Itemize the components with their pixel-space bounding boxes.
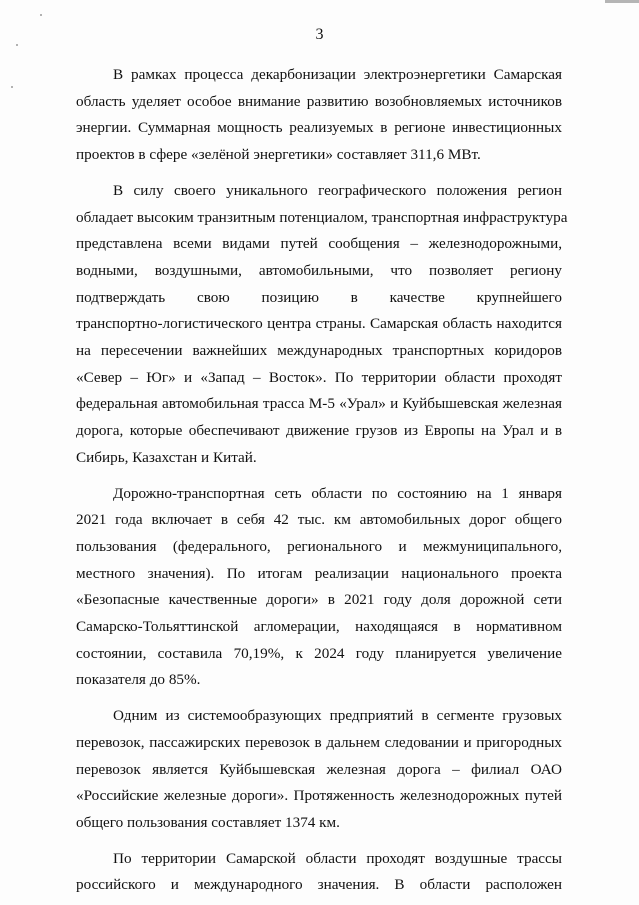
text-line: область уделяет особое внимание развитию возобновляемых источников <box>76 92 562 110</box>
text-line: Сибирь, Казахстан и Китай. <box>76 448 257 466</box>
document-body <box>76 62 568 899</box>
paragraph <box>76 481 562 695</box>
text-line: транспортно-логистического центра страны. Самарская область находится <box>76 315 562 333</box>
text-line: энергии. Суммарная мощность реализуемых в регионе инвестиционных <box>76 119 562 137</box>
page-number: 3 <box>315 26 324 43</box>
text-line: Самарско-Тольяттинской агломерации, находящаяся в нормативном <box>76 618 562 636</box>
text-line: В рамках процесса декарбонизации электроэнергетики Самарская <box>113 66 562 83</box>
text-line: В силу своего уникального географического положения регион <box>113 181 562 199</box>
text-line: общего пользования составляет 1374 км. <box>76 813 340 831</box>
text-line: Дорожно-транспортная сеть области по состоянию на 1 января <box>113 484 562 502</box>
text-line: федеральная автомобильная трасса М-5 «Урал» и Куйбышевская железная <box>76 395 562 413</box>
text-line: состоянии, составила 70,19%, к 2024 году планируется увеличение <box>76 644 562 662</box>
paragraph-gap <box>76 837 562 846</box>
scan-speck <box>16 44 18 46</box>
text-line: «Российские железные дороги». Протяженность железнодорожных путей <box>76 787 562 805</box>
paragraph <box>76 703 562 837</box>
text-line: «Север – Юг» и «Запад – Восток». По территории области проходят <box>76 368 562 386</box>
text-line: местного значения). По итогам реализации национального проекта <box>76 564 562 582</box>
text-line: водными, воздушными, автомобильными, что позволяет региону <box>76 261 562 279</box>
text-line: дорога, которые обеспечивают движение грузов из Европы на Урал и в <box>76 422 562 440</box>
scan-speck <box>11 86 13 88</box>
scan-speck <box>40 14 42 16</box>
text-line: Одним из системообразующих предприятий в сегменте грузовых <box>113 707 562 725</box>
paragraph-gap <box>76 169 562 178</box>
text-line: подтверждать свою позицию в качестве крупнейшего <box>76 288 562 306</box>
text-line: перевозок является Куйбышевская железная дорога – филиал ОАО <box>76 760 562 778</box>
text-line: По территории Самарской области проходят воздушные трассы <box>113 849 562 867</box>
text-line: 2021 года включает в себя 42 тыс. км автомобильных дорог общего <box>76 511 562 529</box>
text-line: на пересечении важнейших международных транспортных коридоров <box>76 342 562 360</box>
paragraph <box>76 846 562 899</box>
text-line: перевозок, пассажирских перевозок в дальнем следовании и пригородных <box>76 733 562 751</box>
paragraph-gap <box>76 694 562 703</box>
paragraph <box>76 178 568 472</box>
text-line: проектов в сфере «зелёной энергетики» составляет 311,6 МВт. <box>76 146 481 164</box>
text-line: «Безопасные качественные дороги» в 2021 году доля дорожной сети <box>76 591 562 609</box>
scan-edge-mark <box>605 0 639 3</box>
text-line: показателя до 85%. <box>76 671 201 689</box>
paragraph <box>76 62 562 169</box>
text-line: представлена всеми видами путей сообщения – железнодорожными, <box>76 235 562 253</box>
text-line: пользования (федерального, регионального и межмуниципального, <box>76 537 562 555</box>
paragraph-gap <box>76 472 562 481</box>
text-line: обладает высоким транзитным потенциалом, транспортная инфраструктура <box>76 208 568 226</box>
text-line: российского и международного значения. В области расположен <box>76 876 562 894</box>
